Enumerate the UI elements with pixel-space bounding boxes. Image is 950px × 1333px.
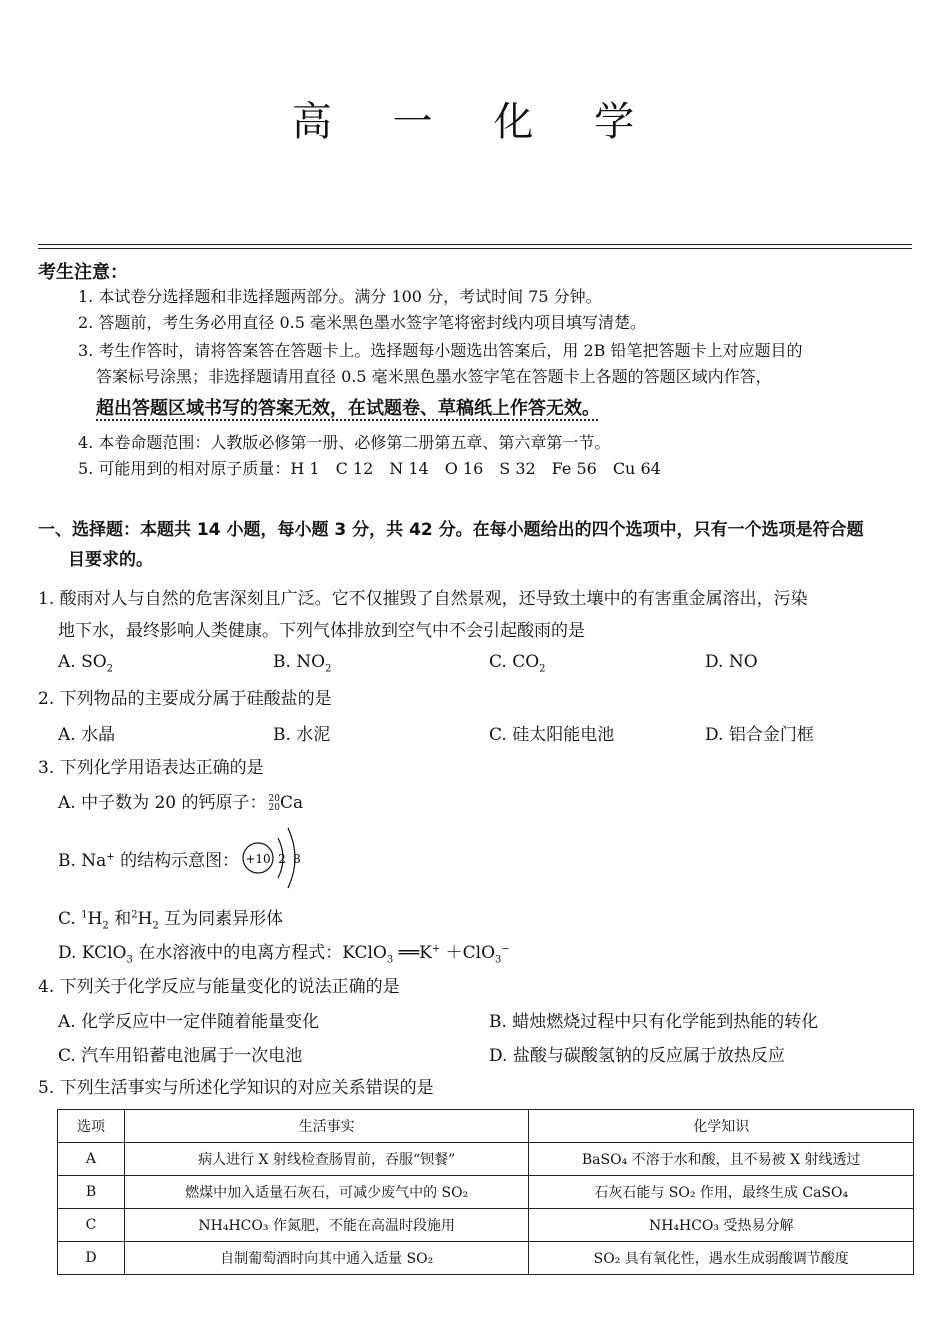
question-1-stem: 地下水，最终影响人类健康。下列气体排放到空气中不会引起酸雨的是 (58, 621, 585, 641)
q3-option-a: A. 中子数为 20 的钙原子： 20 20 Ca (58, 793, 304, 813)
q3-option-c: C. $^1H_2$ 和$^2H_2$ 互为同素异形体 (58, 909, 284, 932)
table-header: 生活事实 (124, 1110, 529, 1143)
table-cell: BaSO₄ 不溶于水和酸，且不易被 X 射线透过 (529, 1143, 914, 1176)
question-3-stem: 3. 下列化学用语表达正确的是 (38, 758, 264, 778)
notice-heading: 考生注意： (38, 262, 128, 283)
question-2-stem: 2. 下列物品的主要成分属于硅酸盐的是 (38, 689, 332, 709)
q5-table (57, 1109, 914, 1275)
q2-option-c: C. 硅太阳能电池 (489, 725, 615, 745)
q1-option-c: C. $CO_2$ (489, 652, 546, 675)
q4-option-c: C. 汽车用铅蓄电池属于一次电池 (58, 1046, 303, 1066)
notice-item: 4. 本卷命题范围：人教版必修第一册、必修第二册第五章、第六章第一节。 (78, 433, 611, 452)
nucleus-label: +10 (245, 852, 271, 866)
notice-item: 答案标号涂黑；非选择题请用直径 0.5 毫米黑色墨水签字笔在答题卡上各题的答题区域内作答， (96, 367, 772, 386)
table-row (58, 1143, 914, 1176)
q1-option-d: D. NO (705, 652, 758, 672)
table-header: 选项 (58, 1110, 125, 1143)
table-cell: NH₄HCO₃ 作氮肥，不能在高温时段施用 (124, 1209, 529, 1242)
q1-option-b: B. $NO_2$ (273, 652, 332, 675)
table-cell: B (58, 1176, 125, 1209)
table-cell: D (58, 1242, 125, 1275)
notice-item: 3. 考生作答时，请将答案答在答题卡上。选择题每小题选出答案后，用 2B 铅笔把答题卡上对应题目的 (78, 341, 803, 360)
section-heading: 一、选择题：本题共 14 小题，每小题 3 分，共 42 分。在每小题给出的四个选项中，只有一个选项是符合题 目要求的。 (38, 520, 864, 570)
shell-1-label: 2 (278, 852, 286, 866)
atom-structure-diagram (240, 820, 310, 892)
table-cell: 燃煤中加入适量石灰石，可减少废气中的 SO₂ (124, 1176, 529, 1209)
q1-option-a: A. $SO_2$ (58, 652, 114, 675)
table-cell: A (58, 1143, 125, 1176)
question-4-stem: 4. 下列关于化学反应与能量变化的说法正确的是 (38, 977, 400, 997)
q2-option-a: A. 水晶 (58, 725, 116, 745)
table-cell: 病人进行 X 射线检查肠胃前，吞服“钡餐” (124, 1143, 529, 1176)
table-cell: SO₂ 具有氧化性，遇水生成弱酸调节酸度 (529, 1242, 914, 1275)
q3-option-b: B. Na+ 的结构示意图： (58, 851, 240, 871)
divider (38, 248, 912, 249)
q3-option-d: D. KClO$_3$ 在水溶液中的电离方程式：KClO$_3$ ══K+ ＋ClO$_3$− (58, 943, 510, 966)
question-1-stem: 1. 酸雨对人与自然的危害深刻且广泛。它不仅摧毁了自然景观，还导致土壤中的有害重金属溶出，污染 (38, 589, 808, 609)
notice-item: 5. 可能用到的相对原子质量：H 1 C 12 N 14 O 16 S 32 Fe 56 Cu 64 (78, 459, 661, 478)
divider (38, 244, 912, 245)
notice-item: 1. 本试卷分选择题和非选择题两部分。满分 100 分，考试时间 75 分钟。 (78, 287, 602, 306)
table-cell: NH₄HCO₃ 受热易分解 (529, 1209, 914, 1242)
table-cell: 石灰石能与 SO₂ 作用，最终生成 CaSO₄ (529, 1176, 914, 1209)
q4-option-a: A. 化学反应中一定伴随着能量变化 (58, 1012, 320, 1032)
page-title: 高 一 化 学 (291, 99, 659, 145)
table-cell: 自制葡萄酒时向其中通入适量 SO₂ (124, 1242, 529, 1275)
question-5-stem: 5. 下列生活事实与所述化学知识的对应关系错误的是 (38, 1078, 434, 1098)
q2-option-b: B. 水泥 (273, 725, 331, 745)
table-header: 化学知识 (529, 1110, 914, 1143)
table-header-row (58, 1110, 914, 1143)
shell-2-label: 8 (293, 852, 301, 866)
q2-option-d: D. 铝合金门框 (705, 725, 814, 745)
table-row (58, 1209, 914, 1242)
table-row (58, 1242, 914, 1275)
table-row (58, 1176, 914, 1209)
table-cell: C (58, 1209, 125, 1242)
notice-emphasis: 超出答题区域书写的答案无效，在试题卷、草稿纸上作答无效。 (96, 398, 600, 419)
notice-item: 2. 答题前，考生务必用直径 0.5 毫米黑色墨水签字笔将密封线内项目填写清楚。 (78, 313, 646, 332)
q4-option-b: B. 蜡烛燃烧过程中只有化学能到热能的转化 (489, 1012, 819, 1032)
q4-option-d: D. 盐酸与碳酸氢钠的反应属于放热反应 (489, 1046, 785, 1066)
